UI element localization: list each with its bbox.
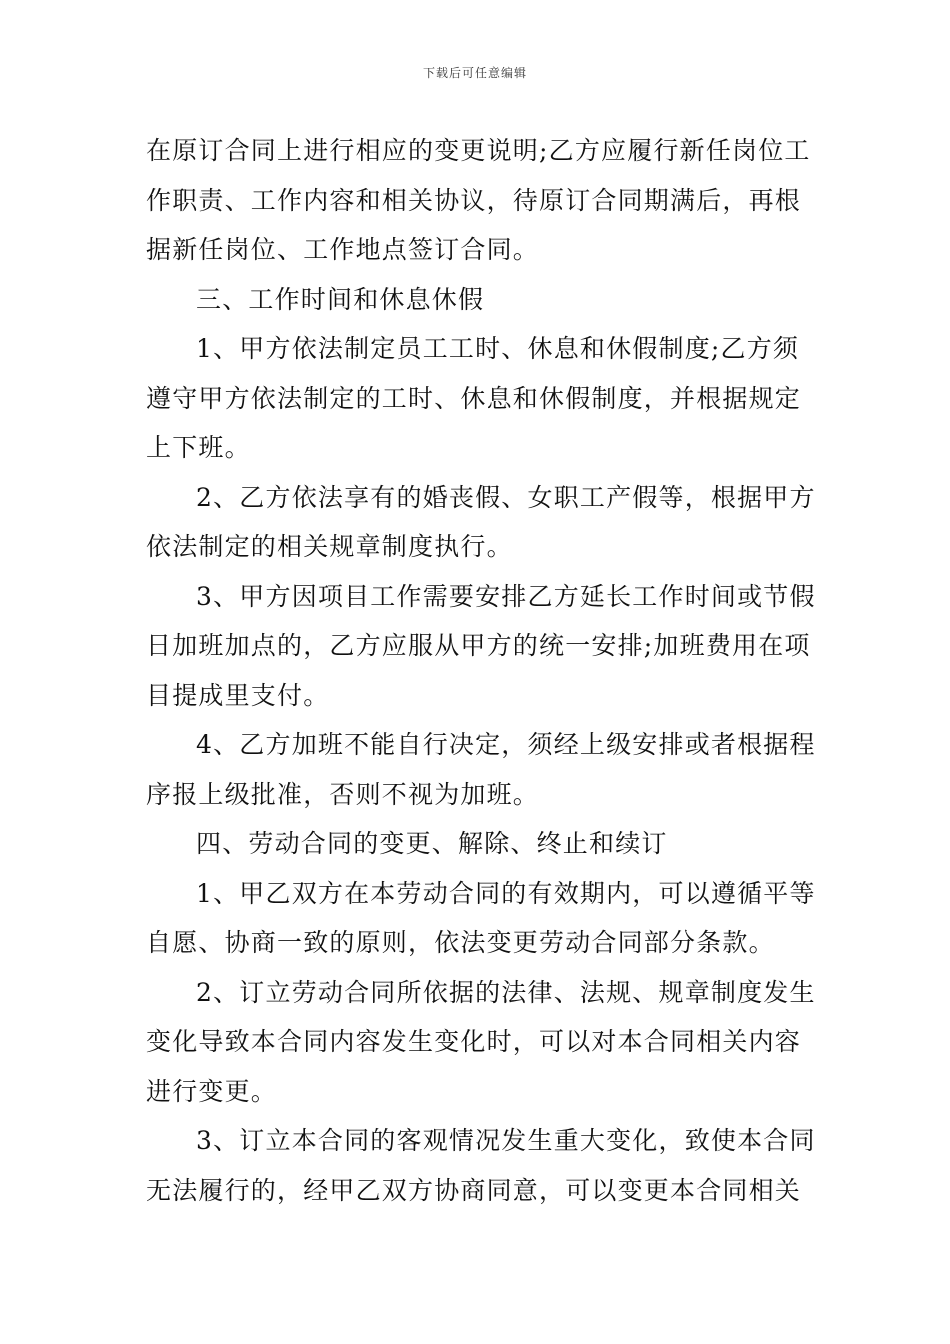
text-line: 4、乙方加班不能自行决定，须经上级安排或者根据程: [196, 730, 816, 759]
text-line: 依法制定的相关规章制度执行。: [146, 532, 513, 561]
text-line: 1、甲方依法制定员工工时、休息和休假制度;乙方须: [196, 334, 800, 363]
text-line: 1、甲乙双方在本劳动合同的有效期内，可以遵循平等: [196, 878, 816, 908]
text-line: 序报上级批准，否则不视为加班。: [146, 779, 540, 809]
text-line: 无法履行的，经甲乙双方协商同意，可以变更本合同相关: [146, 1175, 802, 1205]
text-line: 日加班加点的，乙方应服从甲方的统一安排;加班费用在项: [146, 631, 811, 660]
section-heading: 三、工作时间和休息休假: [196, 284, 485, 314]
text-line: 2、乙方依法享有的婚丧假、女职工产假等，根据甲方: [196, 482, 816, 512]
text-line: 2、订立劳动合同所依据的法律、法规、规章制度发生: [196, 977, 816, 1007]
text-line: 据新任岗位、工作地点签订合同。: [146, 235, 540, 264]
section-heading: 四、劳动合同的变更、解除、终止和续订: [196, 829, 668, 858]
text-line: 变化导致本合同内容发生变化时，可以对本合同相关内容: [146, 1027, 802, 1056]
text-line: 上下班。: [146, 433, 251, 462]
text-line: 3、订立本合同的客观情况发生重大变化，致使本合同: [196, 1126, 816, 1155]
text-line: 自愿、协商一致的原则，依法变更劳动合同部分条款。: [146, 928, 775, 957]
page-header: 下载后可任意编辑: [422, 66, 527, 80]
text-line: 进行变更。: [146, 1076, 278, 1106]
text-line: 遵守甲方依法制定的工时、休息和休假制度，并根据规定: [146, 383, 802, 413]
text-line: 3、甲方因项目工作需要安排乙方延长工作时间或节假: [196, 581, 816, 611]
text-line: 目提成里支付。: [146, 680, 330, 710]
document-body: [146, 126, 816, 1215]
text-line: 作职责、工作内容和相关协议，待原订合同期满后，再根: [146, 185, 802, 215]
text-line: 在原订合同上进行相应的变更说明;乙方应履行新任岗位工: [146, 136, 811, 165]
